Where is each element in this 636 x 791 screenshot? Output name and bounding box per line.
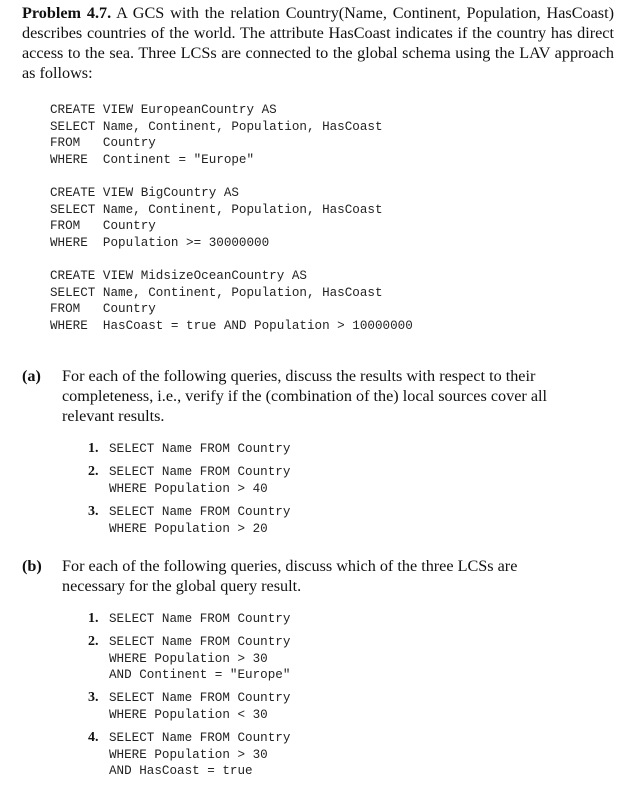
part-a-query-sql: SELECT Name FROM Country <box>109 442 291 456</box>
problem-statement <box>22 3 614 83</box>
part-b-query-number: 4. <box>88 730 99 745</box>
part-a-text: For each of the following queries, discuss the results with respect to their completeness, i.e., verify if the (combination of the) local sources cover all relevant results. <box>62 367 548 425</box>
view-big-country: CREATE VIEW BigCountry AS SELECT Name, Continent, Population, HasCoast FROM Country WHERE Population >= 30000000 <box>50 186 383 250</box>
part-b-query-number: 1. <box>88 611 99 626</box>
part-b-query-sql: SELECT Name FROM Country WHERE Population > 30 AND HasCoast = true <box>109 731 291 778</box>
part-a-query-number: 2. <box>88 464 99 479</box>
problem-intro: A GCS with the relation Country(Name, Continent, Population, HasCoast) describes countries of the world. The attribute HasCoast indicates if the country has direct access to the sea. Three LCSs are connected to the global schema using the LAV approach as follows: <box>22 4 614 82</box>
part-b-label: (b) <box>22 557 42 575</box>
part-b-query-number: 2. <box>88 634 99 649</box>
part-a-query-sql: SELECT Name FROM Country WHERE Population > 40 <box>109 465 291 496</box>
part-b-query-number: 3. <box>88 690 99 705</box>
part-a-query-sql: SELECT Name FROM Country WHERE Population > 20 <box>109 505 291 536</box>
part-a-query-number: 3. <box>88 504 99 519</box>
part-a-query-number: 1. <box>88 441 99 456</box>
part-b-query-sql: SELECT Name FROM Country WHERE Population < 30 <box>109 691 291 722</box>
part-b-query-sql: SELECT Name FROM Country <box>109 612 291 626</box>
part-a-label: (a) <box>22 367 41 385</box>
view-european-country: CREATE VIEW EuropeanCountry AS SELECT Name, Continent, Population, HasCoast FROM Country WHERE Continent = "Europe" <box>50 103 383 167</box>
part-b-query-sql: SELECT Name FROM Country WHERE Population > 30 AND Continent = "Europe" <box>109 635 291 682</box>
problem-label: Problem 4.7. <box>22 4 112 22</box>
part-b-text: For each of the following queries, discuss which of the three LCSs are necessary for the global query result. <box>62 557 518 595</box>
view-midsize-ocean-country: CREATE VIEW MidsizeOceanCountry AS SELECT Name, Continent, Population, HasCoast FROM Country WHERE HasCoast = true AND Population > 10000000 <box>50 269 413 333</box>
